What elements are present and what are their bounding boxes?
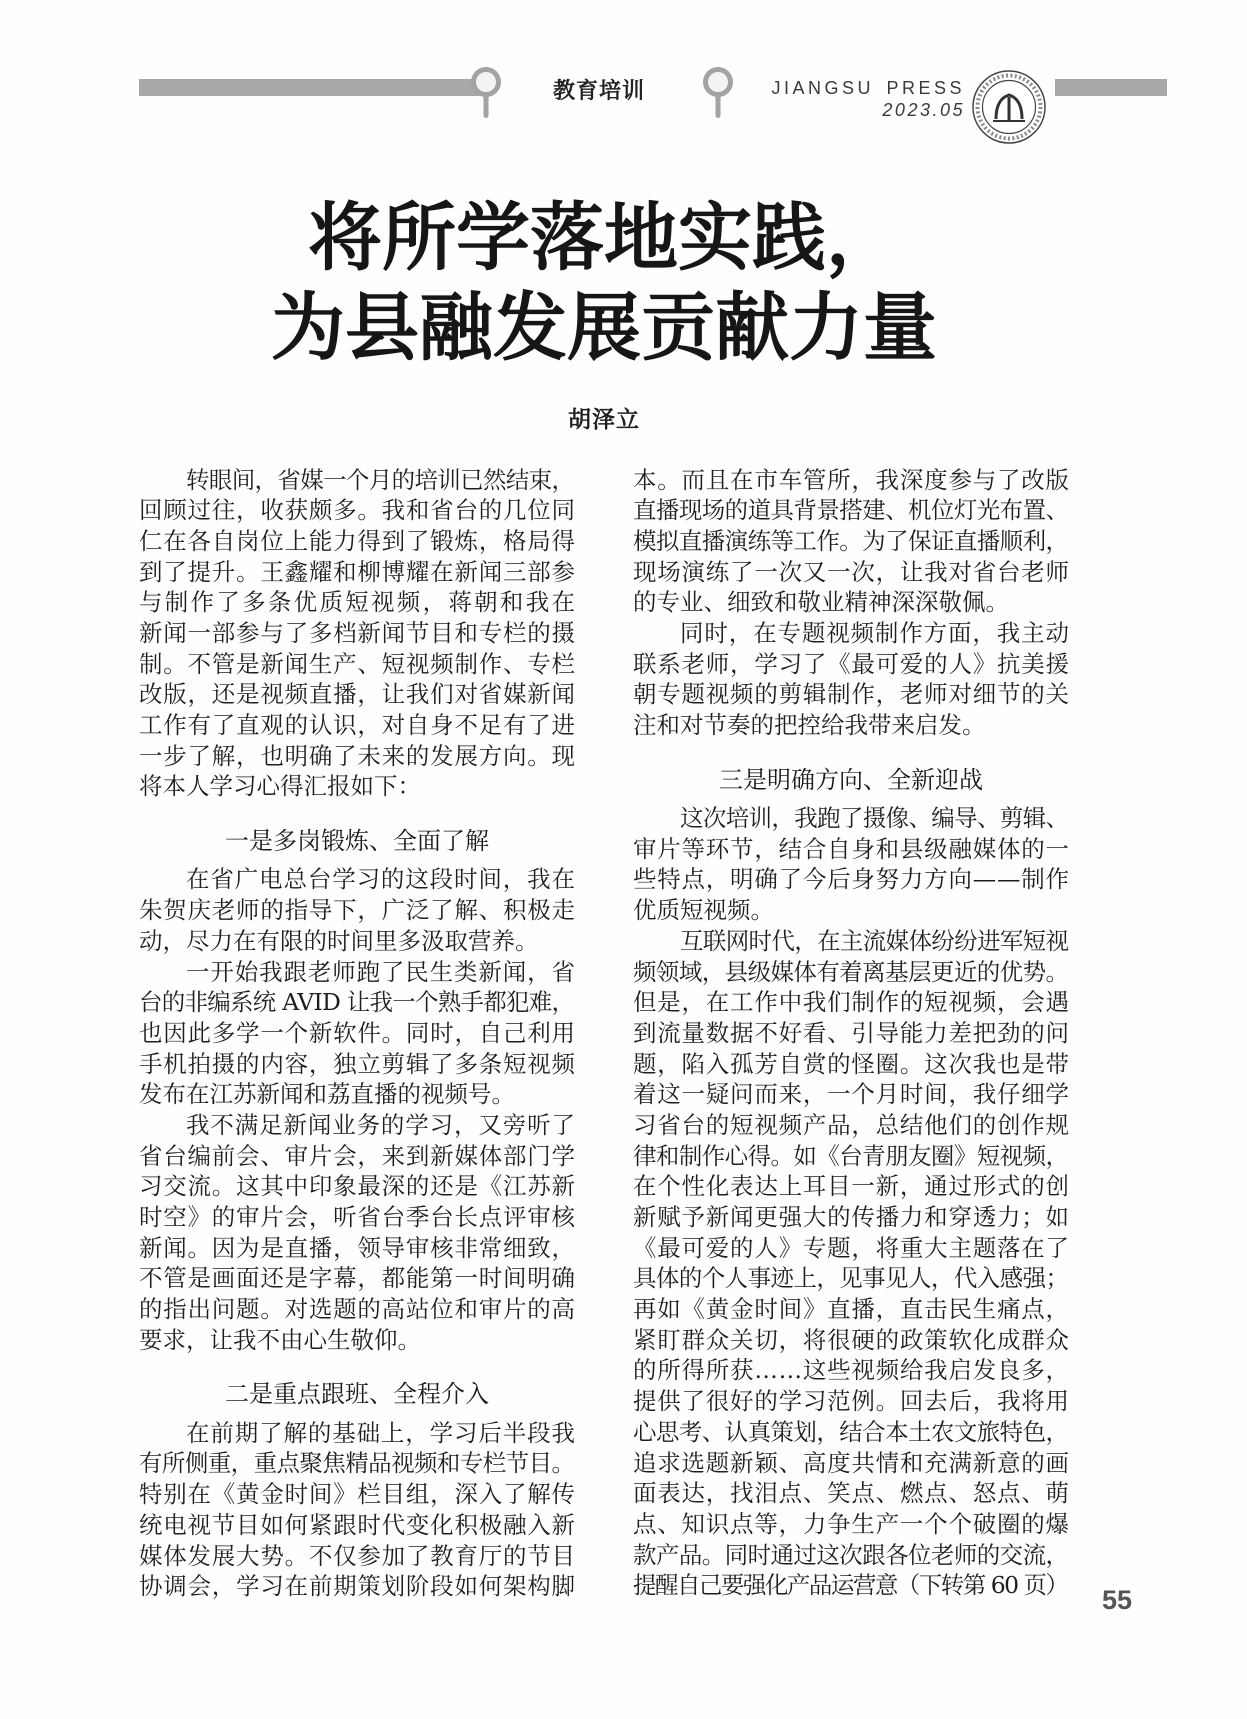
- text-line: 紧盯群众关切，将很硬的政策软化成群众: [633, 1325, 1070, 1354]
- magazine-name: JIANGSU PRESS: [771, 78, 965, 98]
- header-rule-left: [139, 79, 484, 96]
- paragraph: [139, 957, 575, 1110]
- text-line: 面表达，找泪点、笑点、燃点、怒点、萌: [633, 1479, 1070, 1508]
- text-line: 题，陷入孤芳自赏的怪圈。这次我也是带: [633, 1049, 1070, 1078]
- text-line: 但是，在工作中我们制作的短视频，会遇: [633, 988, 1070, 1017]
- text-line: 发布在江苏新闻和荔直播的视频号。: [139, 1080, 515, 1109]
- text-line: 朱贺庆老师的指导下，广泛了解、积极走: [139, 896, 576, 925]
- text-line: 与制作了多条优质短视频，蒋朝和我在: [139, 588, 578, 617]
- text-line: 习交流。这其中印象最深的还是《江苏新: [139, 1172, 576, 1201]
- text-line: 现场演练了一次又一次，让我对省台老师: [633, 557, 1070, 586]
- text-line: 仁在各自岗位上能力得到了锻炼，格局得: [139, 526, 576, 555]
- text-line: 特别在《黄金时间》栏目组，深入了解传: [139, 1480, 576, 1509]
- text-line: 提醒自己要强化产品运营意（下转第 60 页）: [633, 1571, 1068, 1600]
- text-line: 直播现场的道具背景搭建、机位灯光布置、: [633, 496, 1069, 525]
- paragraph: [139, 1418, 575, 1602]
- text-line: 款产品。同时通过这次跟各位老师的交流，: [633, 1540, 1069, 1569]
- text-line: 这次培训，我跑了摄像、编导、剪辑、: [680, 804, 1069, 833]
- text-line: 媒体发展大势。不仅参加了教育厅的节目: [139, 1541, 576, 1570]
- section-label: 教育培训: [553, 79, 646, 104]
- text-line: 审片等环节，结合自身和县级融媒体的一: [633, 834, 1070, 863]
- text-line: 新闻一部参与了多档新闻节目和专栏的摄: [139, 619, 576, 648]
- text-line: 在个性化表达上耳目一新，通过形式的创: [633, 1172, 1070, 1201]
- text-line: 协调会，学习在前期策划阶段如何架构脚: [139, 1572, 576, 1601]
- text-line: 的指出问题。对选题的高站位和审片的高: [139, 1295, 576, 1324]
- section-heading: 一是多岗锻炼、全面了解: [225, 827, 489, 856]
- text-line: 制。不管是新闻生产、短视频制作、专栏: [139, 649, 576, 678]
- text-line: 心思考、认真策划，结合本土农文旅特色，: [633, 1417, 1069, 1446]
- issue-date: 2023.05: [882, 100, 965, 120]
- section-heading: 二是重点跟班、全程介入: [225, 1380, 489, 1409]
- text-line: 手机拍摄的内容，独立剪辑了多条短视频: [139, 1049, 576, 1078]
- text-line: 到流量数据不好看、引导能力差把劲的问: [633, 1018, 1070, 1047]
- paragraph: [139, 1110, 575, 1356]
- text-line: 具体的个人事迹上，见事见人，代入感强；: [633, 1264, 1069, 1293]
- text-line: 不管是画面还是字幕，都能第一时间明确: [139, 1264, 576, 1293]
- paragraph: [139, 465, 578, 803]
- location-pin-icon: [468, 64, 504, 122]
- text-line: 也因此多学一个新软件。同时，自己利用: [139, 1018, 576, 1047]
- paragraph: [633, 926, 1069, 1601]
- publisher-logo: [971, 69, 1047, 145]
- text-line: 的所得所获……这些视频给我启发良多，: [633, 1356, 1070, 1385]
- text-line: 一步了解，也明确了未来的发展方向。现: [139, 741, 576, 770]
- body-column-right: [633, 465, 1069, 1601]
- text-line: 动，尽力在有限的时间里多汲取营养。: [139, 926, 539, 955]
- header-rule-right: [1055, 79, 1167, 96]
- text-line: 新闻。因为是直播，领导审核非常细致，: [139, 1233, 576, 1262]
- paragraph: [139, 864, 575, 956]
- text-line: 工作有了直观的认识，对自身不足有了进: [139, 711, 576, 740]
- article-title: [139, 193, 1069, 373]
- paragraph: [633, 618, 1069, 741]
- text-line: 朝专题视频的剪辑制作，老师对细节的关: [633, 680, 1070, 709]
- text-line: 再如《黄金时间》直播，直击民生痛点，: [633, 1295, 1070, 1324]
- text-line: 提供了很好的学习范例。回去后，我将用: [633, 1387, 1070, 1416]
- text-line: 联系老师，学习了《最可爱的人》抗美援: [633, 649, 1070, 678]
- text-line: 新赋予新闻更强大的传播力和穿透力；如: [633, 1203, 1070, 1232]
- text-line: 在前期了解的基础上，学习后半段我: [186, 1418, 576, 1447]
- text-line: 统电视节目如何紧跟时代变化积极融入新: [139, 1510, 576, 1539]
- text-line: 注和对节奏的把控给我带来启发。: [633, 711, 986, 740]
- text-line: 改版，还是视频直播，让我们对省媒新闻: [139, 680, 576, 709]
- text-line: 《最可爱的人》专题，将重大主题落在了: [633, 1233, 1070, 1262]
- text-line: 习省台的短视频产品，总结他们的创作规: [633, 1110, 1070, 1139]
- paragraph: [633, 803, 1069, 926]
- text-line: 转眼间，省媒一个月的培训已然结束，: [186, 465, 575, 494]
- text-line: 着这一疑问而来，一个月时间，我仔细学: [633, 1080, 1070, 1109]
- text-line: 台的非编系统 AVID 让我一个熟手都犯难，: [139, 988, 575, 1017]
- text-line: 将本人学习心得汇报如下：: [139, 772, 421, 801]
- text-line: 同时，在专题视频制作方面，我主动: [680, 619, 1070, 648]
- page-number: 55: [1102, 1585, 1133, 1615]
- text-line: 模拟直播演练等工作。为了保证直播顺利，: [633, 526, 1069, 555]
- article-title-line: 为县融发展贡献力量: [271, 285, 937, 371]
- text-line: 回顾过往，收获颇多。我和省台的几位同: [139, 496, 576, 525]
- text-line: 频领域，县级媒体有着离基层更近的优势。: [633, 957, 1069, 986]
- text-line: 的专业、细致和敬业精神深深敬佩。: [633, 588, 1009, 617]
- section-heading: 三是明确方向、全新迎战: [719, 765, 983, 794]
- text-line: 我不满足新闻业务的学习，又旁听了: [186, 1110, 576, 1139]
- author-byline: 胡泽立: [568, 407, 640, 433]
- text-line: 优质短视频。: [633, 896, 774, 925]
- text-line: 时空》的审片会，听省台季台长点评审核: [139, 1203, 576, 1232]
- text-line: 点、知识点等，力争生产一个个破圈的爆: [633, 1509, 1070, 1538]
- article-title-line: 将所学落地实践，: [308, 195, 900, 281]
- text-line: 省台编前会、审片会，来到新媒体部门学: [139, 1141, 576, 1170]
- text-line: 互联网时代，在主流媒体纷纷进军短视: [680, 926, 1069, 955]
- text-line: 追求选题新颖、高度共情和充满新意的画: [633, 1448, 1070, 1477]
- body-column-left: [139, 465, 578, 1602]
- paragraph: [633, 465, 1069, 618]
- text-line: 要求，让我不由心生敬仰。: [139, 1325, 421, 1354]
- text-line: 在省广电总台学习的这段时间，我在: [186, 865, 576, 894]
- text-line: 到了提升。王鑫耀和柳博耀在新闻三部参: [139, 557, 576, 586]
- text-line: 律和制作心得。如《台青朋友圈》短视频，: [633, 1141, 1069, 1170]
- text-line: 本。而且在市车管所，我深度参与了改版: [633, 465, 1070, 494]
- text-line: 一开始我跟老师跑了民生类新闻，省: [186, 957, 576, 986]
- text-line: 有所侧重，重点聚焦精品视频和专栏节目。: [139, 1449, 575, 1478]
- text-line: 些特点，明确了今后身努力方向——制作: [633, 865, 1070, 894]
